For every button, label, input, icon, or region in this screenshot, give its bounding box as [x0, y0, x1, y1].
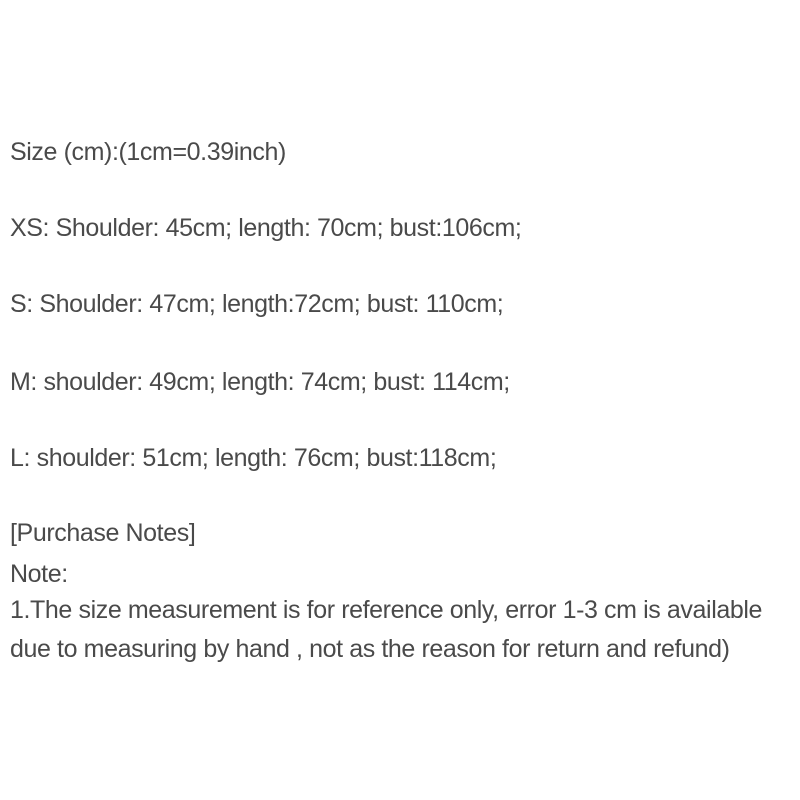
size-s-measurements: S: Shoulder: 47cm; length:72cm; bust: 110cm; — [10, 290, 504, 318]
purchase-notes-title: [Purchase Notes] — [10, 519, 196, 547]
note-1-line-2: due to measuring by hand , not as the reason for return and refund) — [10, 635, 730, 663]
note-label: Note: — [10, 560, 68, 588]
size-xs-measurements: XS: Shoulder: 45cm; length: 70cm; bust:106cm; — [10, 214, 522, 242]
note-1-line-1: 1.The size measurement is for reference only, error 1-3 cm is available — [10, 596, 763, 624]
size-l-measurements: L: shoulder: 51cm; length: 76cm; bust:118cm; — [10, 444, 497, 472]
size-m-measurements: M: shoulder: 49cm; length: 74cm; bust: 114cm; — [10, 368, 510, 396]
size-chart-header: Size (cm):(1cm=0.39inch) — [10, 138, 286, 166]
